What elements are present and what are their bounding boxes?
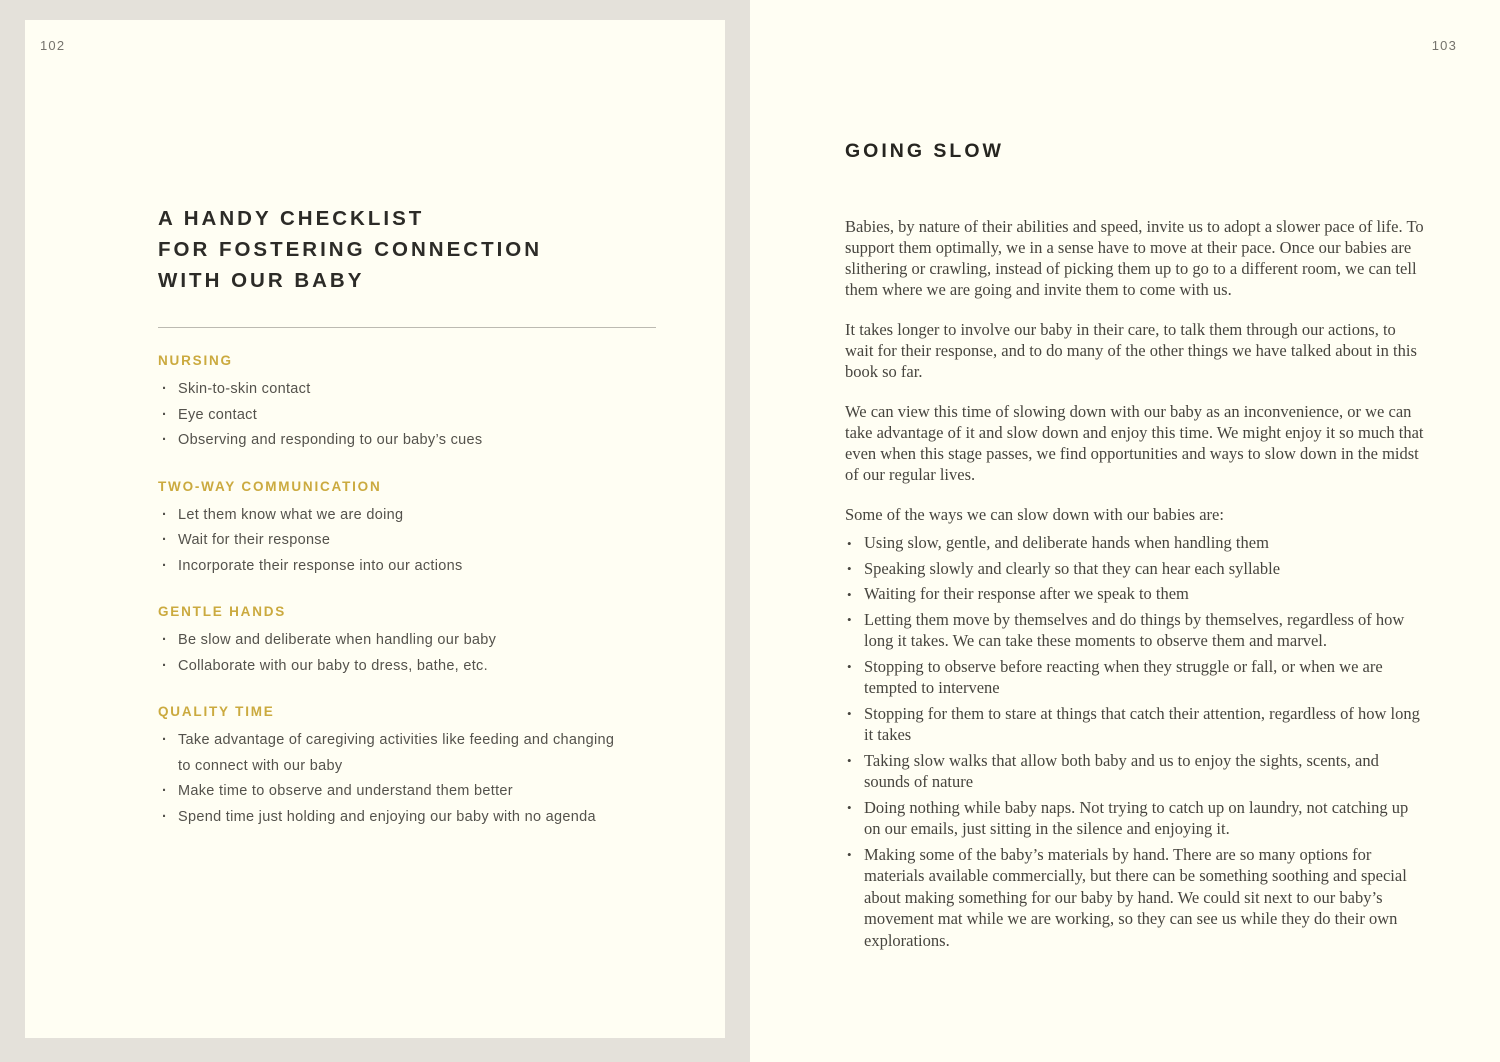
list-item: • Doing nothing while baby naps. Not trying to catch up on laundry, not catching up on our emails, just sitting in the silence and enjoying it. <box>845 797 1425 840</box>
checklist-item: · Wait for their response <box>158 528 618 554</box>
left-page <box>25 20 725 1038</box>
checklist-item: · Take advantage of caregiving activities like feeding and changing to connect with our baby <box>158 728 618 779</box>
body-paragraph: Babies, by nature of their abilities and speed, invite us to adopt a slower pace of life. To support them optimally, we in a sense have to move at their pace. Once our babies are slithering or crawling, instead of picking them up to go to a different room, we can tell them where we are going and invite them to come with us. <box>845 217 1424 299</box>
checklist-two-way-communication <box>158 503 618 580</box>
list-intro: Some of the ways we can slow down with our babies are: <box>845 505 1224 524</box>
section-heading-gentle-hands: GENTLE HANDS <box>158 604 287 619</box>
checklist-item: · Incorporate their response into our actions <box>158 554 618 580</box>
checklist-item: · Skin-to-skin contact <box>158 377 618 403</box>
section-gentle-hands <box>158 604 663 679</box>
section-heading-nursing: NURSING <box>158 353 233 368</box>
list-item: • Letting them move by themselves and do things by themselves, regardless of how long it takes. We can take these moments to observe them and marvel. <box>845 609 1425 652</box>
section-quality-time <box>158 704 663 830</box>
checklist-item: · Be slow and deliberate when handling our baby <box>158 628 618 654</box>
list-item: • Waiting for their response after we speak to them <box>845 583 1425 605</box>
divider-rule <box>158 327 656 328</box>
body-paragraph: It takes longer to involve our baby in their care, to talk them through our actions, to wait for their response, and to do many of the other things we have talked about in this book so far. <box>845 320 1417 381</box>
checklist-title <box>158 203 663 296</box>
checklist-item: · Make time to observe and understand them better <box>158 779 618 805</box>
section-two-way-communication <box>158 479 663 580</box>
checklist-item: · Let them know what we are doing <box>158 503 618 529</box>
list-item: • Using slow, gentle, and deliberate hands when handling them <box>845 532 1425 554</box>
section-heading-quality-time: QUALITY TIME <box>158 704 275 719</box>
checklist-gentle-hands <box>158 628 618 679</box>
chapter-title: GOING SLOW <box>845 140 1004 162</box>
list-item: • Stopping to observe before reacting when they struggle or fall, or when we are tempted to intervene <box>845 656 1425 699</box>
list-item: • Making some of the baby’s materials by hand. There are so many options for materials available commercially, but there can be something soothing and special about making something for our baby by hand. We could sit next to our baby’s movement mat while we are working, so they can see us while they do their own explorations. <box>845 844 1425 952</box>
right-page <box>750 0 1500 1062</box>
chapter-body <box>845 216 1425 955</box>
slow-down-list <box>845 532 1425 951</box>
checklist-title-line-1: A HANDY CHECKLIST <box>158 207 425 230</box>
checklist-item: · Spend time just holding and enjoying our baby with no agenda <box>158 805 618 831</box>
checklist-nursing <box>158 377 618 454</box>
checklist-item: · Collaborate with our baby to dress, bathe, etc. <box>158 654 618 680</box>
body-paragraph: We can view this time of slowing down with our baby as an inconvenience, or we can take advantage of it and slow down and enjoy this time. We might enjoy it so much that even when this stage passes, we find opportunities and ways to slow down in the midst of our regular lives. <box>845 402 1424 484</box>
checklist-title-line-2: FOR FOSTERING CONNECTION <box>158 238 543 261</box>
page-number-right: 103 <box>1431 38 1457 53</box>
section-heading-two-way-communication: TWO-WAY COMMUNICATION <box>158 478 382 494</box>
page-number-left: 102 <box>40 38 66 53</box>
checklist-item: · Eye contact <box>158 403 618 429</box>
checklist-page-content <box>158 203 663 830</box>
checklist-title-line-3: WITH OUR BABY <box>158 269 365 292</box>
list-item: • Taking slow walks that allow both baby and us to enjoy the sights, scents, and sounds of nature <box>845 750 1425 793</box>
list-item: • Speaking slowly and clearly so that they can hear each syllable <box>845 558 1425 580</box>
list-item: • Stopping for them to stare at things that catch their attention, regardless of how long it takes <box>845 703 1425 746</box>
checklist-quality-time <box>158 728 618 830</box>
section-nursing <box>158 353 663 454</box>
checklist-item: · Observing and responding to our baby’s cues <box>158 428 618 454</box>
